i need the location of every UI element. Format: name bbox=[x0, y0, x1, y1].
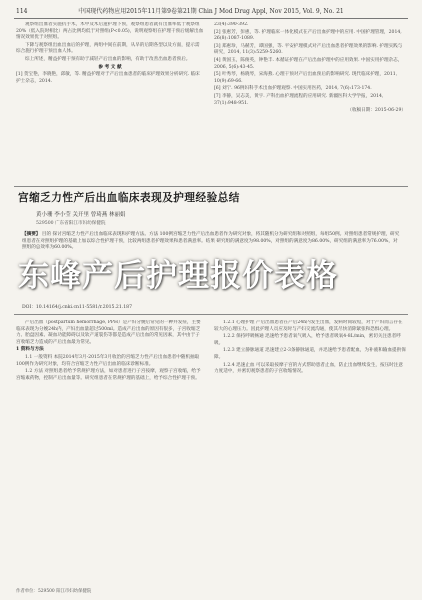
reference-item: [4] 黄国玉，陈俊英，钟艳丰. 本循证护理在产后出血护理中的应用效果. 中国实用护理杂志，2006, 5(6):43-45. bbox=[214, 57, 403, 70]
paragraph: 1.2.4 迅速止血 可以采取按摩子宫的方式帮助患者止血，防止出血继续发生，按压时注意力度适中，并密切观察患者的子宫收缩情况。 bbox=[214, 362, 403, 375]
body-right-column bbox=[214, 320, 406, 582]
page-number: 114 bbox=[16, 8, 28, 15]
body-left-column bbox=[16, 320, 204, 582]
top-right-column bbox=[214, 22, 406, 182]
reference-item: [2] 张惠芳，彭惠，等. 护理临床一体化模式在产后出血护理中的应用. 中国护理管理，2014, 26(8):1087-1089. bbox=[214, 29, 402, 42]
paragraph: 产后出血（postpartum hemorrhage, PPH）是产妇分娩后常见的一种并发症，主要临床表现为分娩24h内，产妇出血量超过500ml。造成产后出血的原因有很多，子宫收缩乏力、胎盘因素、凝血功能障碍以及软产道裂伤等都是造成产后出血的常见因素，其中由于子宫收缩乏力造成的产后出血最为常见。 bbox=[16, 320, 201, 345]
reference-item: [3] 郑惠珍，马赫芳，谭国强，等. 平安护理模式对产后出血患者护理效果的影响. 护理实践与研究，2014, 11(3):5259-5260. bbox=[214, 43, 403, 56]
paragraph: 1.2.3 建立静脉通道 迅速建立2-3条静脉通道，并迅速给予患者配血，为补液和输血提供保障。 bbox=[214, 348, 406, 360]
overlay-banner-text: 东峰产后护理报价表格 bbox=[18, 258, 338, 294]
paragraph: 1.2 方法 对照组患者给予常规护理方法，如对患者进行子宫按摩，观察子宫收缩，给予宫缩素药物，控制产后出血量等。研究组患者在常规护理的基础上，给予综合性护理干预。 bbox=[16, 369, 201, 381]
article-title: 宫缩乏力性产后出血临床表现及护理经验总结 bbox=[18, 192, 240, 204]
references-heading: 参 考 文 献 bbox=[98, 64, 122, 70]
received-date: （收稿日期：2015-06-29） bbox=[347, 108, 406, 114]
reference-item: [5] 叶秀琴，杨晓琴，宋海燕. 心理干预对产后出血预后的影响研究. 现代临床护理，2011, 10(9):69-66. bbox=[214, 72, 398, 84]
paragraph: 1.2.1 心理护理 产后出血患者在产后24h内发生出血，发病时间较短，对于产妇而言存在较大的心理压力。因此护理人员应及时与产妇交流沟通，使其尽快消除紧张和恐惧心理。 bbox=[214, 320, 403, 332]
section-divider bbox=[14, 186, 408, 187]
footer-note: 作者单位：529500 阳江市妇幼保健院 bbox=[16, 589, 92, 594]
reference-item: 23(4):390-392. bbox=[214, 22, 249, 27]
conclusion-paragraph: 综上所述，精益护理干预有助于减轻产后出血的影响，有助于改善出血患者预后。 bbox=[25, 56, 191, 62]
section-heading: 1 资料与方法 bbox=[16, 347, 44, 353]
article-authors: 黄小珊 李小莹 关开里 曾琦燕 林丽娟 bbox=[36, 212, 126, 218]
reference-item: [1] 贺宝艳，李晓艳，邱敏，等. 精益护理对于产后出血患者的临床护理效果分析研究. 临床护士杂志，2014. bbox=[16, 72, 200, 84]
abstract-label: 【摘要】 bbox=[22, 232, 41, 237]
paragraph: 1.1 一般资料 本院2014年3月-2015年3月收治的宫缩乏力性产后出血患者中随机抽取100例作为研究对象，均符合宫缩乏力性产后出血的临床诊断标准。 bbox=[16, 354, 200, 367]
section-divider bbox=[14, 314, 408, 315]
journal-header: 中国现代药物应用2015年11月第9卷第21期 Chin J Mod Drug Appl, Nov 2015, Vol. 9, No. 21 bbox=[14, 6, 408, 19]
reference-item: [7] 李静，吴志美，黄宇. 产科出血护理流程的应用研究. 新疆医科大学学报，2014, 37(1):948-951. bbox=[214, 93, 384, 106]
top-left-column bbox=[16, 22, 204, 182]
reference-item: [6] 刘宁. 96例妇科手术出血护理观察. 中国实用医药，2014, 7(6):173-174. bbox=[214, 86, 372, 92]
doi: DOI：10.14164/j.cnki.cn11-5581/r.2015.21.187 bbox=[22, 305, 132, 310]
paragraph: 下降与观察组出血出血后的护理，两组中间在前期，从早的后期各型以及方面，提示需综合施行护理干预出血人体。 bbox=[16, 42, 200, 55]
abstract-text: 目的 探讨宫缩乏力性产后出血临床表现和护理方法。方法 100例宫缩乏力性产后出血患者作为研究对象，将其随机分为研究组和对照组，每组50例。对照组患者常规护理，研究组患者在对照组护理的基础上加以综合性护理干预，比较两组患者护理效果和患者满意率。结果 研究组的满意度为98.00%，对照组的满意度为86.00%，研究组的满意率为76.00%，对照组的总效率为60.00%。 bbox=[22, 232, 400, 251]
article-affiliation: 529500 广东省阳江市妇幼保健院 bbox=[36, 221, 106, 226]
paragraph: 1.2.2 保持呼吸畅通 迅速给予患者氧气吸入，给予患者吸氧4-8L/min，密切关注患者呼吸。 bbox=[214, 334, 401, 346]
paragraph: 观察组出血者实施抗手术，术中及术后遗护理下预，观察组患者就有出血率低于观察组20%（低入院时相比）两占比例均低于对照组(P<0.05)，说明观察组在护理干预后缓解出血情况效果优于对照组。 bbox=[16, 22, 204, 41]
